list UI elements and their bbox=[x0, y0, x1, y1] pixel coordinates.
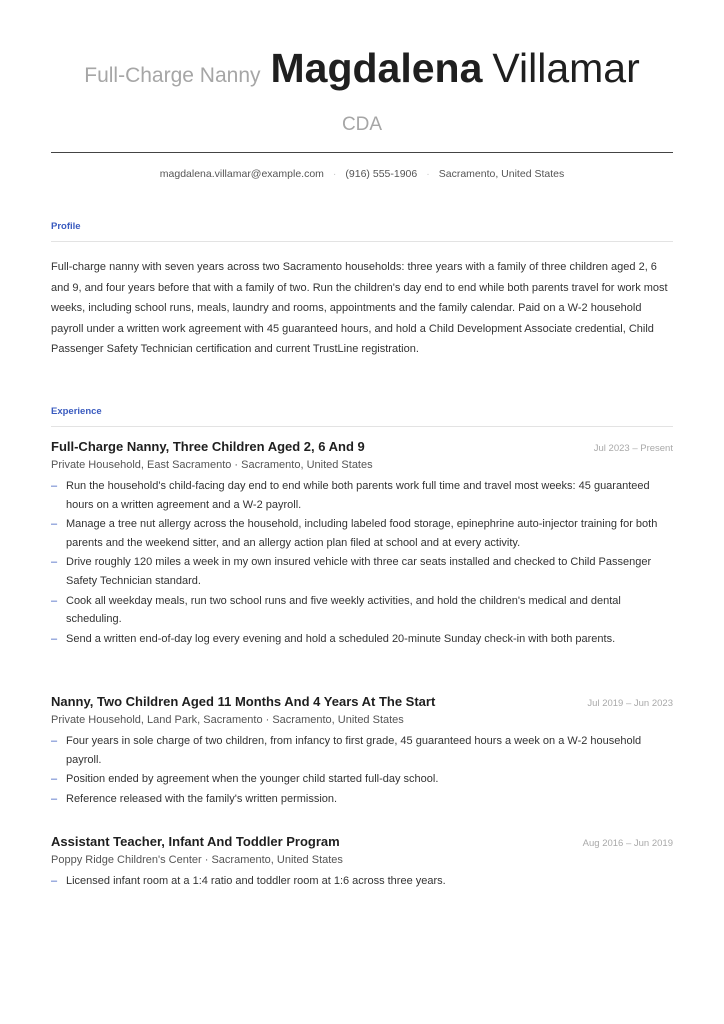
credential: CDA bbox=[341, 114, 383, 135]
bullet-dash: – bbox=[51, 594, 58, 607]
job-bullet bbox=[51, 515, 673, 552]
bullet-text: Cook all weekday meals, run two school runs and five weekly activities, and hold the children's medical and dental scheduling. bbox=[66, 594, 621, 626]
header-divider bbox=[51, 152, 673, 153]
bullet-dash: – bbox=[51, 735, 58, 747]
experience-divider bbox=[51, 426, 673, 427]
job-dates: Jul 2023 – Present bbox=[593, 443, 673, 454]
bullet-text: Run the household's child-facing day end to end while both parents work full time and travel most weeks: 45 guaranteed hours on a written agreement and a W-2 payroll. bbox=[66, 480, 650, 511]
bullet-dash: – bbox=[51, 556, 58, 569]
job-entry bbox=[51, 439, 673, 649]
job-organization: Poppy Ridge Children's Center · Sacramento, United States bbox=[51, 854, 343, 866]
experience-heading: Experience bbox=[51, 406, 102, 417]
job-bullets bbox=[51, 477, 673, 648]
contact-line bbox=[51, 168, 673, 180]
bullet-text: Licensed infant room at a 1:4 ratio and toddler room at 1:6 across three years. bbox=[66, 875, 446, 887]
profile-heading: Profile bbox=[51, 221, 81, 232]
job-dates: Jul 2019 – Jun 2023 bbox=[587, 698, 673, 709]
job-bullet bbox=[51, 553, 673, 590]
job-header bbox=[51, 694, 673, 709]
bullet-dash: – bbox=[51, 518, 58, 531]
bullet-dash: – bbox=[51, 480, 58, 492]
profile-text: Full-charge nanny with seven years across two Sacramento households: three years with a family of three children aged 2, 6 and 9, and four years before that with a family of two. Run the children's day end to end while both parents travel for work most weeks, including school runs, meals, laundry and rooms, appointments and the family calendar. Paid on a W-2 household payroll under a written work agreement with 45 guaranteed hours, and hold a Child Development Associate credential, Child Passenger Safety Technician certification and current TrustLine registration. bbox=[51, 261, 668, 356]
job-entry bbox=[51, 834, 673, 892]
job-bullet bbox=[51, 770, 673, 789]
job-bullets bbox=[51, 872, 673, 891]
bullet-text: Send a written end-of-day log every evening and hold a scheduled 20-minute Sunday check-in with both parents. bbox=[66, 632, 616, 645]
bullet-dash: – bbox=[51, 632, 58, 645]
contact-location: Sacramento, United States bbox=[438, 168, 565, 180]
resume-header bbox=[51, 38, 673, 136]
job-bullets bbox=[51, 732, 673, 808]
job-organization: Private Household, East Sacramento · Sacramento, United States bbox=[51, 459, 373, 471]
job-entry bbox=[51, 694, 673, 809]
name-line bbox=[51, 38, 673, 108]
contact-separator: · bbox=[426, 168, 430, 180]
job-bullet bbox=[51, 872, 673, 891]
job-bullet bbox=[51, 477, 673, 514]
bullet-text: Position ended by agreement when the younger child started full-day school. bbox=[66, 773, 439, 786]
contact-phone[interactable]: (916) 555-1906 bbox=[345, 168, 418, 180]
bullet-text: Four years in sole charge of two children, from infancy to first grade, 45 guaranteed hours a week on a W-2 household payroll. bbox=[66, 735, 642, 766]
contact-email[interactable]: magdalena.villamar@example.com bbox=[159, 168, 324, 180]
first-name: Magdalena bbox=[270, 45, 483, 91]
bullet-text: Reference released with the family's written permission. bbox=[66, 792, 338, 805]
job-dates: Aug 2016 – Jun 2019 bbox=[582, 838, 673, 849]
bullet-dash: – bbox=[51, 875, 58, 887]
job-role: Full-Charge Nanny bbox=[84, 64, 261, 87]
bullet-text: Drive roughly 120 miles a week in my own insured vehicle with three car seats installed and checked to Child Passenger Safety Technician standard. bbox=[66, 556, 652, 587]
job-title: Nanny, Two Children Aged 11 Months And 4 Years At The Start bbox=[51, 694, 436, 709]
job-header bbox=[51, 834, 673, 849]
job-bullet bbox=[51, 592, 673, 629]
job-title: Assistant Teacher, Infant And Toddler Program bbox=[51, 834, 340, 849]
last-name: Villamar bbox=[492, 45, 640, 91]
job-header bbox=[51, 439, 673, 454]
job-bullet bbox=[51, 732, 673, 769]
contact-separator: · bbox=[332, 168, 337, 180]
job-bullet bbox=[51, 630, 673, 649]
job-organization: Private Household, Land Park, Sacramento · Sacramento, United States bbox=[51, 714, 404, 726]
bullet-dash: – bbox=[51, 773, 58, 786]
bullet-text: Manage a tree nut allergy across the household, including labeled food storage, epinephrine auto-injector training for both parents and the weekend sitter, and an allergy action plan filed at school and at every activity. bbox=[66, 518, 658, 549]
job-title: Full-Charge Nanny, Three Children Aged 2, 6 And 9 bbox=[51, 439, 365, 454]
profile-divider bbox=[51, 241, 673, 242]
bullet-dash: – bbox=[51, 792, 58, 805]
job-bullet bbox=[51, 790, 673, 809]
